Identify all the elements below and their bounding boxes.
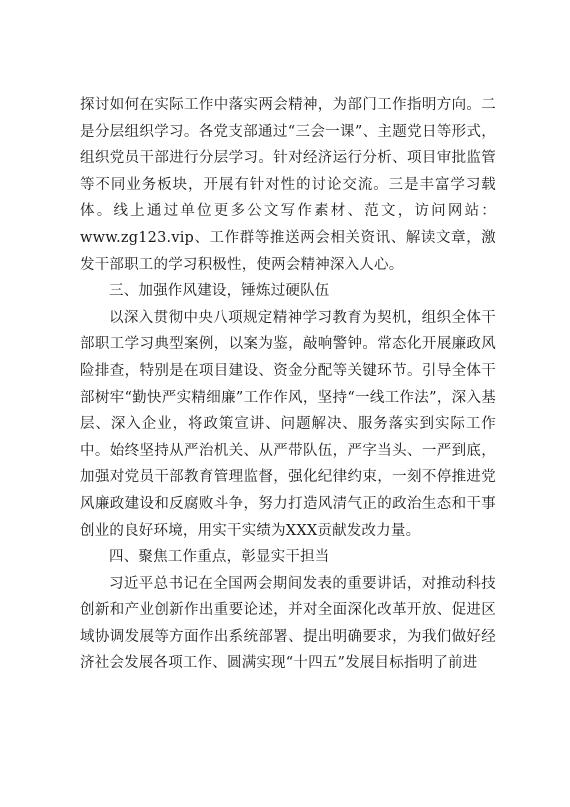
section-heading-4: 四、聚焦工作重点，彰显实干担当 xyxy=(109,549,330,566)
paragraph-work-style: 以深入贯彻中央八项规定精神学习教育为契机，组织全体干部职工学习典型案例，以案为鉴，敲响警钟。常态化开展廉政风险排查，特别是在项目建设、资金分配等关键环节。引导全体干部树牢“勤快严实精细廉”工作作风，坚持“一线工作法”，深入基层、深入企业，将政策宣讲、问题解决、服务落实到实际工作中。始终坚持从严治机关、从严带队伍，严字当头、一严到底，加强对党员干部教育管理监督，强化纪律约束，一刻不停推进党风廉政建设和反腐败斗争，努力打造风清气正的政治生态和干事创业的良好环境，用实干实绩为XXX贡献发改力量。 xyxy=(80,309,496,539)
document-body xyxy=(80,92,496,677)
section-heading-3: 三、加强作风建设，锤炼过硬队伍 xyxy=(109,283,330,300)
paragraph-key-work: 习近平总书记在全国两会期间发表的重要讲话，对推动科技创新和产业创新作出重要论述，并对全面深化改革开放、促进区域协调发展等方面作出系统部署、提出明确要求，为我们做好经济社会发展各项工作、圆满实现“十四五”发展目标指明了前进 xyxy=(80,575,496,672)
paragraph-study-layers: 探讨如何在实际工作中落实两会精神，为部门工作指明方向。二是分层组织学习。各党支部通过“三会一课”、主题党日等形式，组织党员干部进行分层学习。针对经济运行分析、项目审批监管等不同业务板块，开展有针对性的讨论交流。三是丰富学习载体。线上通过单位更多公文写作素材、范文，访问网站：www.zg123.vip、工作群等推送两会相关资讯、解读文章，激发干部职工的学习积极性，使两会精神深入人心。 xyxy=(80,97,496,273)
